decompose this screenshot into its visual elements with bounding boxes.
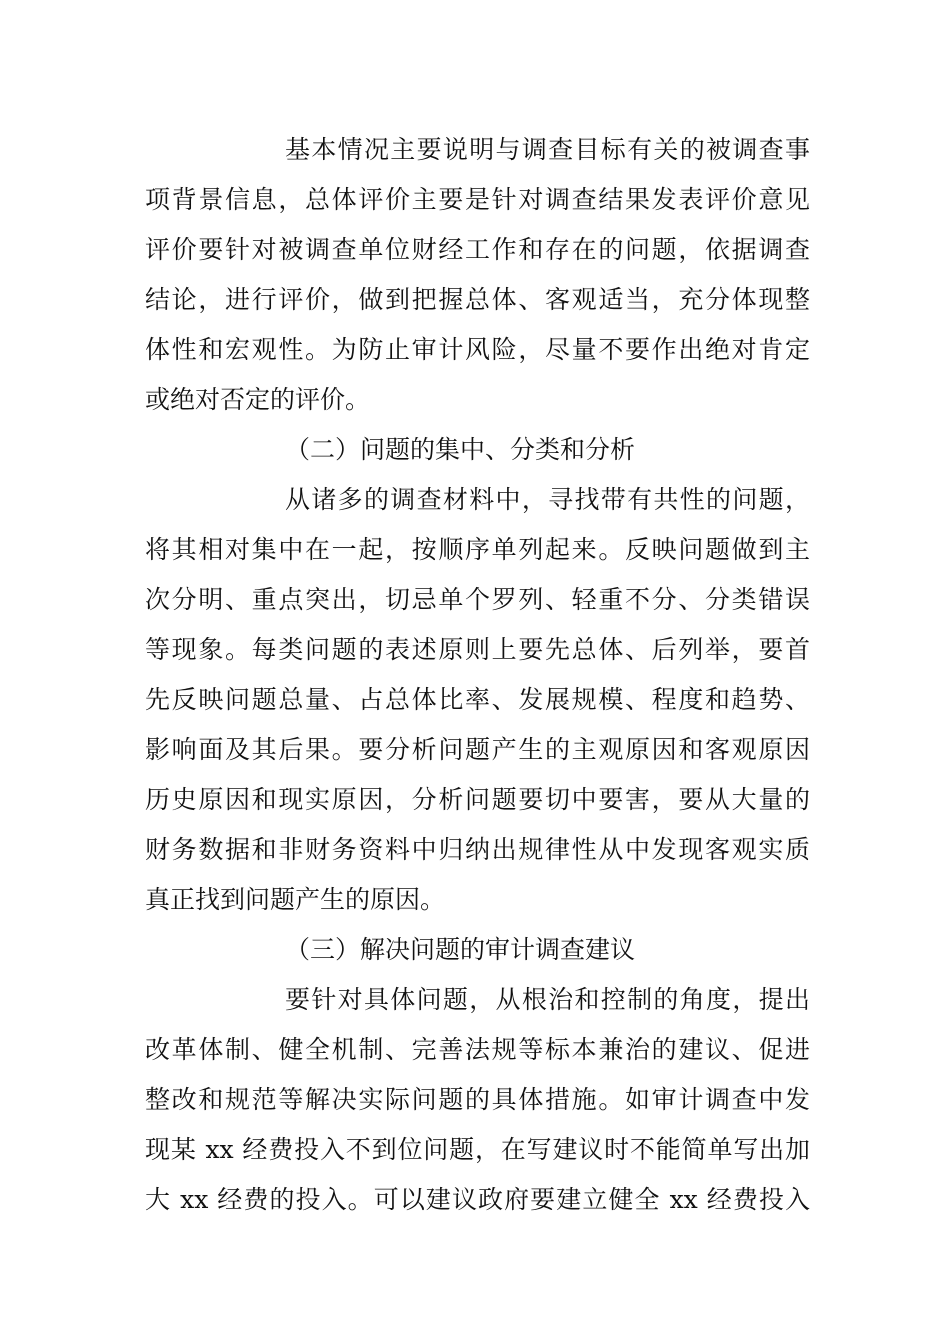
- paragraph-line: 结论，进行评价，做到把握总体、客观适当，充分体现整: [145, 285, 810, 314]
- paragraph-line: 真正找到问题产生的原因。: [145, 885, 446, 914]
- paragraph-line: 大 xx 经费的投入。可以建议政府要建立健全 xx 经费投入: [145, 1185, 810, 1214]
- paragraph-line: 先反映问题总量、占总体比率、发展规模、程度和趋势、: [145, 685, 810, 714]
- paragraph-line: 等现象。每类问题的表述原则上要先总体、后列举，要首: [145, 635, 810, 664]
- paragraph-line: 项背景信息，总体评价主要是针对调查结果发表评价意见: [145, 185, 810, 214]
- paragraph-line: 或绝对否定的评价。: [145, 385, 371, 414]
- paragraph-line: 要针对具体问题，从根治和控制的角度，提出: [285, 985, 810, 1014]
- paragraph-line: 现某 xx 经费投入不到位问题，在写建议时不能简单写出加: [145, 1135, 810, 1164]
- section-heading-2: （二）问题的集中、分类和分析: [285, 435, 636, 464]
- paragraph-line: 从诸多的调查材料中，寻找带有共性的问题，: [285, 485, 810, 514]
- paragraph-line: 历史原因和现实原因，分析问题要切中要害，要从大量的: [145, 785, 810, 814]
- paragraph-line: 将其相对集中在一起，按顺序单列起来。反映问题做到主: [145, 535, 810, 564]
- paragraph-line: 体性和宏观性。为防止审计风险，尽量不要作出绝对肯定: [145, 335, 810, 364]
- paragraph-line: 基本情况主要说明与调查目标有关的被调查事: [285, 135, 810, 164]
- paragraph-line: 财务数据和非财务资料中归纳出规律性从中发现客观实质: [145, 835, 810, 864]
- section-heading-3: （三）解决问题的审计调查建议: [285, 935, 636, 964]
- paragraph-line: 影响面及其后果。要分析问题产生的主观原因和客观原因: [145, 735, 810, 764]
- paragraph-line: 次分明、重点突出，切忌单个罗列、轻重不分、分类错误: [145, 585, 810, 614]
- paragraph-line: 改革体制、健全机制、完善法规等标本兼治的建议、促进: [145, 1035, 810, 1064]
- paragraph-line: 整改和规范等解决实际问题的具体措施。如审计调查中发: [145, 1085, 810, 1114]
- paragraph-line: 评价要针对被调查单位财经工作和存在的问题，依据调查: [145, 235, 810, 264]
